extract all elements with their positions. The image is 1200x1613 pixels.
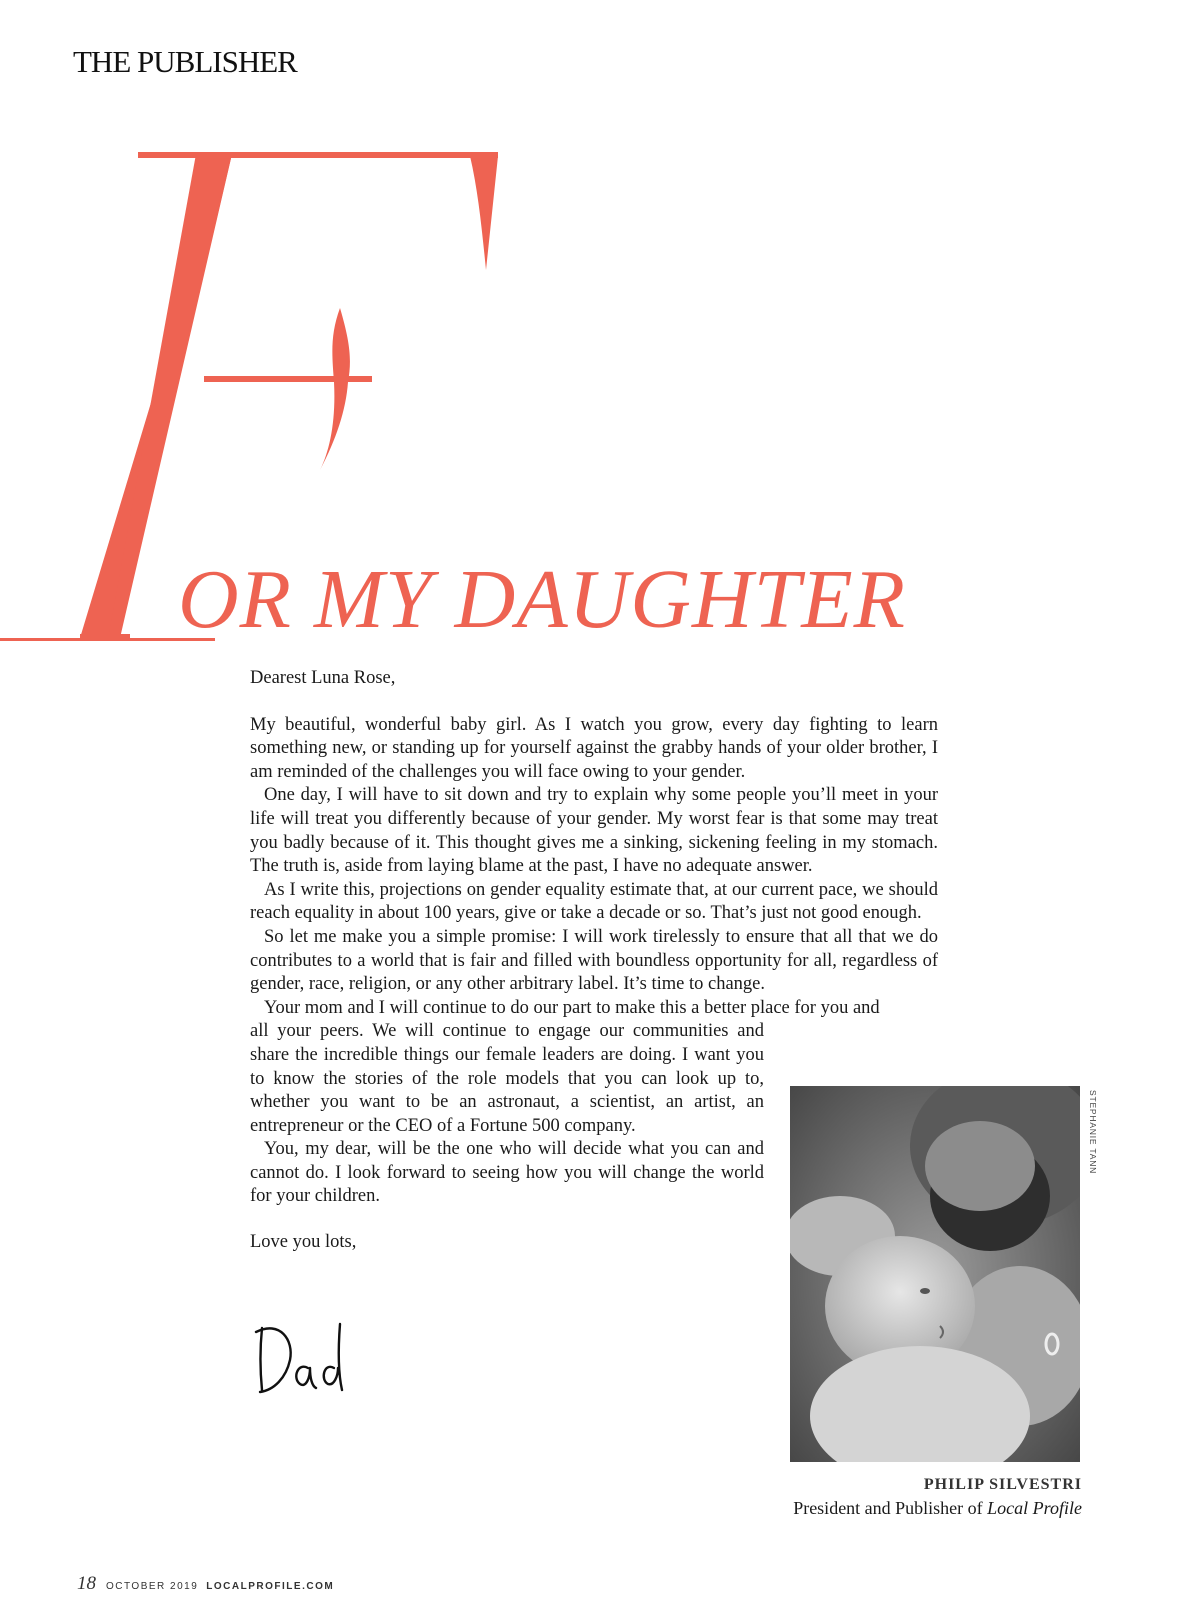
letter-greeting: Dearest Luna Rose,	[250, 668, 396, 688]
author-name: PHILIP SILVESTRI	[923, 1476, 1082, 1493]
letter-paragraph: As I write this, projections on gender equality estimate that, at our current pace, we should reach equality in about 100 years, give or take a decade or so. That’s just not good enough.	[250, 879, 938, 924]
letter-paragraph: One day, I will have to sit down and try to explain why some people you’ll meet in your life will treat you differently because of your gender. My worst fear is that some may treat you badly because of it. This thought gives me a sinking, sickening feeling in my stomach. The truth is, aside from laying blame at the past, I have no adequate answer.	[250, 785, 938, 877]
section-label: THE PUBLISHER	[73, 44, 297, 79]
publication-name: Local Profile	[987, 1498, 1082, 1518]
page-number: 18	[77, 1573, 96, 1594]
author-title-prefix: President and Publisher of	[793, 1498, 988, 1518]
letter-paragraph: all your peers. We will continue to engage our communities and share the incredible things our female leaders are doing. I want you to know the stories of the role models that you can look up to, whether you want to be an astronaut, a scientist, an artist, an entrepreneur or the CEO of a Fortune 500 company.	[250, 1021, 764, 1136]
footer-site: LOCALPROFILE.COM	[206, 1581, 335, 1592]
author-title	[793, 1496, 1082, 1520]
photo-father-and-baby	[790, 1086, 1080, 1462]
headline-text: OR MY DAUGHTER	[178, 553, 906, 646]
signature-dad	[250, 1320, 350, 1400]
page-footer	[77, 1573, 334, 1595]
letter-paragraph: You, my dear, will be the one who will decide what you can and cannot do. I look forward to seeing how you will change the world for your children.	[250, 1139, 764, 1207]
letter-closing: Love you lots,	[250, 1232, 357, 1253]
photo-credit: STEPHANIE TANN	[1088, 1090, 1098, 1175]
headline	[178, 553, 906, 646]
letter-paragraph: Your mom and I will continue to do our part to make this a better place for you and	[264, 997, 880, 1018]
letter-paragraph: My beautiful, wonderful baby girl. As I watch you grow, every day fighting to learn something new, or standing up for yourself against the grabby hands of your older brother, I am reminded of the challenges you will face owing to your gender.	[250, 714, 938, 782]
letter-paragraph: So let me make you a simple promise: I will work tirelessly to ensure that all that we do contributes to a world that is fair and filled with boundless opportunity for all, regardless of gender, race, religion, or any other arbitrary label. It’s time to change.	[250, 926, 938, 995]
photo-illustration	[790, 1086, 1080, 1462]
author-block	[793, 1474, 1082, 1520]
footer-issue: OCTOBER 2019	[106, 1581, 199, 1592]
